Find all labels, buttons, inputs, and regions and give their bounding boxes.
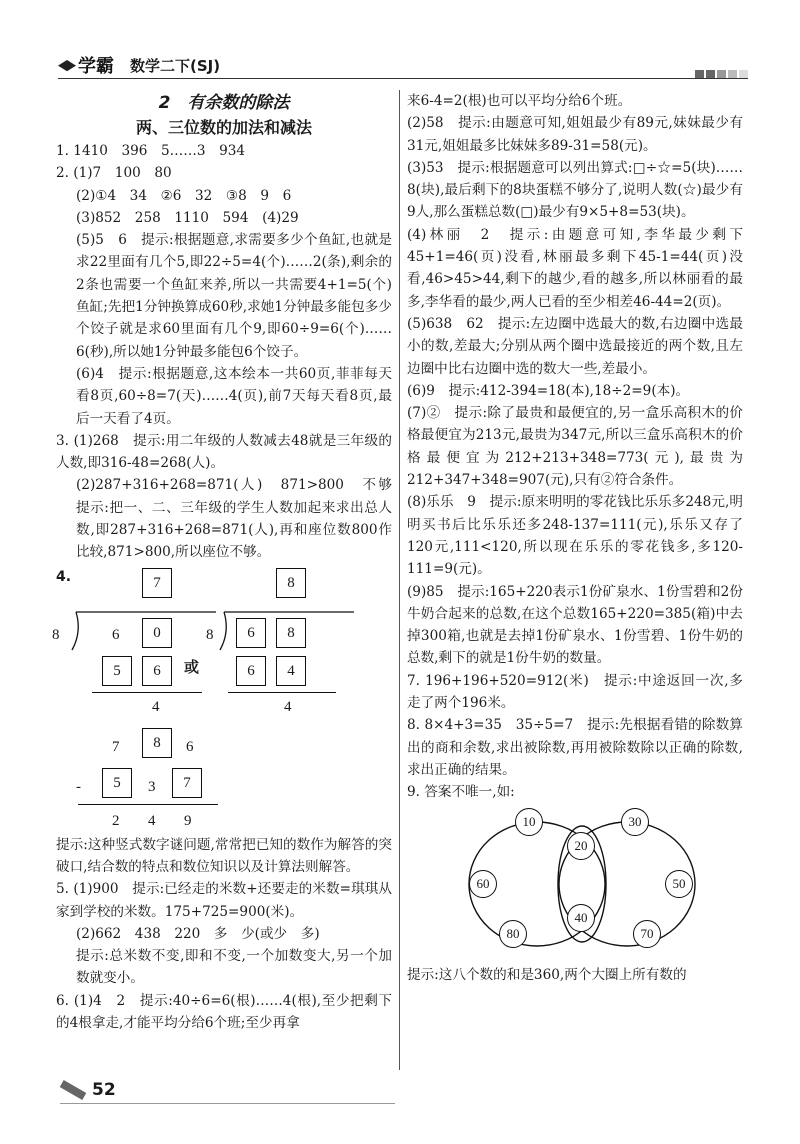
- minus-sign: -: [76, 778, 81, 795]
- page-header: [58, 52, 748, 78]
- circle-node: 20: [567, 832, 595, 860]
- circle-node: 80: [499, 920, 527, 948]
- footer-rule: [60, 1103, 395, 1104]
- left-answers: [56, 140, 406, 564]
- answer-line: (8)乐乐 9 提示:原来明明的零花钱比乐乐多248元,明明买书后比乐乐还多248-137=111(元),乐乐又存了120元,111<120,所以现在乐乐的零花钱多,多120-111=9(元)。: [407, 494, 743, 578]
- circle-node: 10: [515, 808, 543, 836]
- digit-box: 6: [236, 618, 266, 648]
- digit-box: 8: [142, 728, 172, 758]
- digit-box: 8: [276, 568, 306, 598]
- answer-line: 3. (1)268 提示:用二年级的人数减去48就是三年级的人数,即316-48=268(人)。: [56, 432, 392, 472]
- digit-box: 0: [142, 618, 172, 648]
- digit-box: 6: [142, 656, 172, 686]
- graduation-cap-icon: [58, 60, 76, 74]
- answer-line: 提示:这八个数的和是360,两个大圈上所有数的: [407, 966, 687, 983]
- or-label: 或: [184, 657, 200, 676]
- answer-line: (3)53 提示:根据题意可以列出算式:□÷☆=5(块)……8(块),最后剩下的8块蛋糕不够分了,说明人数(☆)最少有9人,那么蛋糕总数(□)最少有9×5+8=53(块)。: [407, 159, 743, 221]
- header-rule: [58, 78, 748, 79]
- circle-node: 50: [665, 870, 693, 898]
- answer-line: (5)5 6 提示:根据题意,求需要多少个鱼缸,也就是求22里面有几个5,即22÷5=4(个)……2(条),剩余的2条也需要一个鱼缸来养,所以一共需要4+1=5(个)鱼缸;先把1分钟换算成60秒,求她1分钟最多能包多少个饺子就是求60里面有几个9,即60÷9=6(个)……6(秒),所以她1分钟最多能包6个饺子。: [76, 232, 392, 360]
- answer-line: 来6-4=2(根)也可以平均分给6个班。: [407, 93, 632, 109]
- digit: 3: [148, 778, 156, 795]
- answer-line: (6)4 提示:根据题意,这本绘本一共60页,菲菲每天看8页,60÷8=7(天)……4(页),前7天每天看8页,最后一天看了4页。: [76, 365, 392, 427]
- logo-text: 学霸: [78, 56, 114, 77]
- right-answers: [407, 90, 743, 804]
- digit-box: 5: [102, 656, 132, 686]
- digit: 2: [112, 812, 120, 829]
- figure-4: [52, 564, 392, 834]
- logo: [58, 52, 114, 78]
- right-column: [407, 90, 743, 986]
- answer-line: (3)852 258 1110 594 (4)29: [76, 209, 299, 226]
- digit: 7: [112, 738, 120, 755]
- divisor: 8: [52, 626, 60, 643]
- digit-box: 8: [276, 618, 306, 648]
- rule: [228, 692, 336, 693]
- answer-line: 9. 答案不唯一,如:: [407, 784, 515, 801]
- circle-node: 70: [633, 920, 661, 948]
- question-number: 4.: [56, 568, 72, 585]
- answer-line: (2)①4 34 ②6 32 ③8 9 6: [76, 187, 292, 204]
- answer-line: 7. 196+196+520=912(米) 提示:中途返回一次,多走了两个196米。: [407, 672, 743, 712]
- answer-line: (6)9 提示:412-394=18(本),18÷2=9(本)。: [407, 382, 690, 399]
- divisor: 8: [206, 626, 214, 643]
- answer-line: 1. 1410 396 5……3 934: [56, 143, 246, 159]
- page-footer: [60, 1080, 116, 1100]
- remainder: 4: [284, 698, 292, 715]
- rule: [92, 692, 202, 693]
- digit-box: 5: [102, 768, 132, 798]
- circle-node: 30: [621, 808, 649, 836]
- answer-line: 6. (1)4 2 提示:40÷6=6(根)……4(根),至少把剩下的4根拿走,才能平均分给6个班;至少再拿: [56, 992, 392, 1032]
- answer-line: 提示:这种竖式数字谜问题,常常把已知的数作为解答的突破口,结合数的特点和数位知识以及计算法则解答。: [56, 836, 392, 875]
- answer-line: 提示:总米数不变,即和不变,一个加数变大,另一个加数就变小。: [76, 948, 392, 987]
- answer-line: 5. (1)900 提示:已经走的米数+还要走的米数=琪琪从家到学校的米数。175+725=900(米)。: [56, 881, 392, 920]
- book-title: 数学二下(SJ): [130, 57, 221, 75]
- digit: 4: [148, 812, 156, 829]
- answer-line: (2)287+316+268=871(人) 871>800 不够 提示:把一、二、三年级的学生人数加起来求出总人数,即287+316+268=871(人),再和座位数800作比较,871>800,所以座位不够。: [76, 477, 406, 561]
- answer-line: (2)662 438 220 多 少(或少 多): [76, 925, 320, 942]
- header-squares: [693, 64, 748, 83]
- digit-box: 4: [276, 656, 306, 686]
- circle-node: 60: [469, 870, 497, 898]
- answer-line: 8. 8×4+3=35 35÷5=7 提示:先根据看错的除数算出的商和余数,求出被除数,再用被除数除以正确的除数,求出正确的结果。: [407, 717, 743, 778]
- section-subtitle: 两、三位数的加法和减法: [135, 118, 312, 137]
- page-number: 52: [92, 1080, 116, 1100]
- answer-line: (5)638 62 提示:左边圈中选最大的数,右边圈中选最小的数,差最大;分别从两个圈中选最接近的两个数,且左边圈中比右边圈中选的数大一些,差最小。: [407, 315, 743, 377]
- left-answers-2: [56, 834, 392, 1035]
- circle-node: 40: [567, 904, 595, 932]
- column-divider: [399, 90, 400, 1070]
- digit-box: 6: [236, 656, 266, 686]
- pen-icon: [60, 1080, 87, 1100]
- answer-line: (7)② 提示:除了最贵和最便宜的,另一盒乐高积木的价格最便宜为213元,最贵为347元,所以三盒乐高积木的价格最便宜为212+213+348=773(元),最贵为212+347+348=907(元),只有②符合条件。: [407, 405, 743, 489]
- section-title: 2 有余数的除法: [158, 93, 290, 113]
- answer-line: (2)58 提示:由题意可知,姐姐最少有89元,妹妹最少有31元,姐姐最多比妹妹多89-31=58(元)。: [407, 115, 743, 154]
- answer-line: (9)85 提示:165+220表示1份矿泉水、1份雪碧和2份牛奶合起来的总数,在这个总数165+220=385(箱)中去掉300箱,也就是去掉1份矿泉水、1份雪碧、1份牛奶的总数,剩下的就是1份牛奶的数量。: [407, 583, 743, 667]
- answer-line: 2. (1)7 100 80: [56, 165, 172, 182]
- digit: 6: [112, 626, 120, 643]
- digit-box: 7: [172, 768, 202, 798]
- digit-box: 7: [142, 568, 172, 598]
- rule: [78, 804, 218, 805]
- circles-figure: [407, 804, 743, 964]
- digit: 9: [184, 812, 192, 829]
- remainder: 4: [152, 698, 160, 715]
- left-column: [52, 90, 406, 1034]
- answer-line: (4)林丽 2 提示:由题意可知,李华最少剩下45+1=46(页)没看,林丽最多剩下45-1=44(页)没看,46>45>44,剩下的越少,看的越多,所以林丽看的最多,李华看的最少,两人已看的至少相差46-44=2(页)。: [407, 226, 743, 310]
- digit: 6: [186, 738, 194, 755]
